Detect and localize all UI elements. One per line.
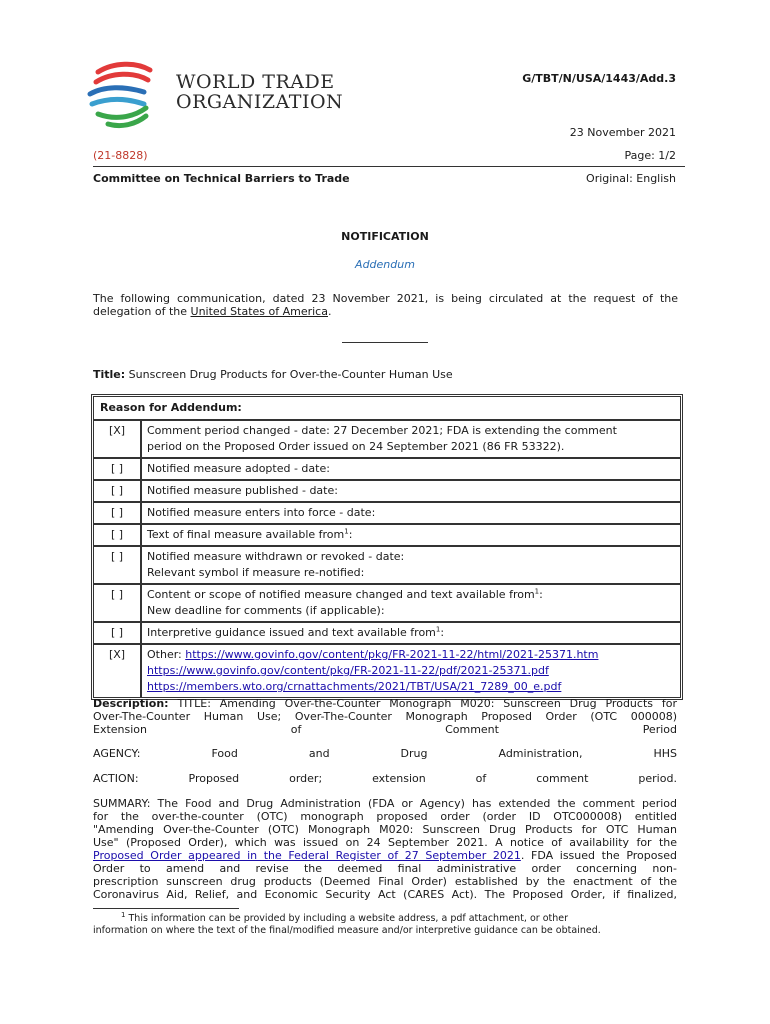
addendum-subheading: Addendum bbox=[355, 258, 415, 271]
footnote-ref: 1 bbox=[534, 587, 540, 596]
table-row bbox=[93, 584, 681, 622]
other-label: Other: bbox=[147, 648, 182, 661]
row-text bbox=[141, 420, 681, 458]
ref-number: (21-8828) bbox=[93, 149, 148, 162]
word: of bbox=[475, 772, 487, 785]
word: Period bbox=[642, 723, 677, 736]
word: Comment bbox=[445, 723, 499, 736]
table-row bbox=[93, 644, 681, 698]
word: HHS bbox=[653, 747, 677, 760]
wto-attachment-link[interactable]: https://members.wto.org/crnattachments/2021/TBT/USA/21_7289_00_e.pdf bbox=[147, 680, 562, 693]
table-row bbox=[93, 622, 681, 644]
summary-line: for the over-the-counter (OTC) monograph proposed order (order ID OTC000008) entitled bbox=[93, 810, 677, 823]
row-colon: : bbox=[348, 528, 353, 541]
separator-line bbox=[342, 342, 428, 343]
table-row bbox=[93, 524, 681, 546]
committee-name: Committee on Technical Barriers to Trade bbox=[93, 172, 350, 185]
org-name-line2: ORGANIZATION bbox=[176, 91, 344, 113]
checkbox-mark: [X] bbox=[93, 420, 141, 458]
reason-table bbox=[93, 396, 681, 698]
checkbox-mark: [ ] bbox=[93, 524, 141, 546]
row-line: Notified measure enters into force - date: bbox=[141, 502, 681, 524]
summary-line: SUMMARY: The Food and Drug Administration (FDA or Agency) has extended the comment period bbox=[93, 797, 677, 810]
summary-text: . FDA issued the Proposed bbox=[520, 849, 677, 862]
title-label: Title: bbox=[93, 368, 126, 381]
title-line bbox=[93, 368, 453, 381]
word: AGENCY: bbox=[93, 747, 141, 760]
description-line: Over-The-Counter Human Use; Over-The-Counter Monograph Proposed Order (OTC 000008) bbox=[93, 710, 677, 723]
row-line bbox=[147, 679, 675, 695]
description-line bbox=[93, 723, 677, 736]
word: order; bbox=[289, 772, 323, 785]
doc-symbol: G/TBT/N/USA/1443/Add.3 bbox=[522, 72, 676, 85]
intro-end: . bbox=[327, 305, 332, 318]
word: extension bbox=[372, 772, 426, 785]
govinfo-html-link[interactable]: https://www.govinfo.gov/content/pkg/FR-2021-11-22/html/2021-25371.htm bbox=[185, 648, 599, 661]
row-line: Notified measure adopted - date: bbox=[141, 458, 681, 480]
word: period. bbox=[638, 772, 677, 785]
country-link[interactable]: United States of America bbox=[190, 305, 328, 318]
page-number: Page: 1/2 bbox=[624, 149, 676, 162]
row-colon: : bbox=[539, 588, 543, 601]
checkbox-mark: [ ] bbox=[93, 622, 141, 644]
row-line: Notified measure published - date: bbox=[141, 480, 681, 502]
row-text bbox=[141, 546, 681, 584]
title-text: Sunscreen Drug Products for Over-the-Counter Human Use bbox=[128, 368, 453, 381]
table-row bbox=[93, 420, 681, 458]
description-text: TITLE: Amending Over-the-Counter Monograph M020: Sunscreen Drug Products for bbox=[177, 697, 677, 710]
row-line: Relevant symbol if measure re-notified: bbox=[147, 566, 365, 579]
word: and bbox=[308, 747, 330, 760]
summary-line: Coronavirus Aid, Relief, and Economic Security Act (CARES Act). The Proposed Order, if finalized, bbox=[93, 888, 677, 901]
wto-logo-icon bbox=[84, 58, 164, 130]
word: ACTION: bbox=[93, 772, 139, 785]
action-line bbox=[93, 772, 677, 785]
word: Food bbox=[211, 747, 238, 760]
reason-table-frame bbox=[91, 394, 683, 700]
wto-logo bbox=[84, 58, 164, 130]
row-line-text: Content or scope of notified measure changed and text available from bbox=[147, 588, 535, 601]
description-label: Description: bbox=[93, 697, 169, 710]
summary-line: prescription sunscreen drug products (Deemed Final Order) established by the enactment of the bbox=[93, 875, 677, 888]
federal-register-link[interactable]: Proposed Order appeared in the Federal Register of 27 September 2021 bbox=[93, 849, 521, 862]
summary-line: Order to amend and revise the deemed final administrative order concerning non- bbox=[93, 862, 677, 875]
org-name bbox=[176, 72, 343, 112]
table-row bbox=[93, 502, 681, 524]
footnote-line bbox=[93, 910, 683, 925]
original-language: Original: English bbox=[586, 172, 676, 185]
row-line: Comment period changed - date: 27 December 2021; FDA is extending the comment bbox=[147, 424, 617, 437]
checkbox-mark: [ ] bbox=[93, 584, 141, 622]
table-row bbox=[93, 458, 681, 480]
footnote bbox=[93, 910, 683, 937]
word: Extension bbox=[93, 723, 148, 736]
row-line bbox=[147, 587, 675, 603]
row-text bbox=[141, 584, 681, 622]
description-block bbox=[93, 697, 677, 736]
row-line bbox=[147, 647, 675, 663]
row-line: New deadline for comments (if applicable): bbox=[147, 604, 385, 617]
summary-line: Use" (Proposed Order), which was issued on 24 September 2021. A notice of availability for the bbox=[93, 836, 677, 849]
intro-paragraph bbox=[93, 292, 678, 318]
row-line bbox=[147, 663, 675, 679]
checkbox-mark: [ ] bbox=[93, 458, 141, 480]
row-colon: : bbox=[440, 626, 445, 639]
org-name-line1: WORLD TRADE bbox=[176, 71, 335, 93]
row-text bbox=[141, 524, 681, 546]
row-line: Notified measure withdrawn or revoked - date: bbox=[147, 550, 405, 563]
row-text bbox=[141, 644, 681, 698]
summary-block bbox=[93, 797, 677, 901]
checkbox-mark: [ ] bbox=[93, 502, 141, 524]
footnote-ref: 1 bbox=[344, 527, 349, 536]
row-line: Text of final measure available from bbox=[147, 528, 345, 541]
table-row bbox=[93, 546, 681, 584]
footnote-divider bbox=[93, 908, 239, 909]
agency-line bbox=[93, 747, 677, 760]
checkbox-mark: [ ] bbox=[93, 480, 141, 502]
intro-text: The following communication, dated 23 November 2021, is being circulated at the request of the delegation of the bbox=[93, 292, 678, 318]
notification-heading: NOTIFICATION bbox=[341, 230, 429, 243]
summary-line bbox=[93, 849, 677, 862]
footnote-number: 1 bbox=[121, 910, 126, 919]
row-line: period on the Proposed Order issued on 24 September 2021 (86 FR 53322). bbox=[147, 440, 565, 453]
word: Administration, bbox=[498, 747, 583, 760]
word: Drug bbox=[400, 747, 428, 760]
footnote-text: This information can be provided by including a website address, a pdf attachment, or other bbox=[128, 913, 569, 924]
footnote-ref: 1 bbox=[435, 625, 441, 634]
header-divider bbox=[93, 166, 685, 167]
doc-date: 23 November 2021 bbox=[569, 126, 676, 139]
govinfo-pdf-link[interactable]: https://www.govinfo.gov/content/pkg/FR-2021-11-22/pdf/2021-25371.pdf bbox=[147, 664, 549, 677]
checkbox-mark: [ ] bbox=[93, 546, 141, 584]
description-line bbox=[93, 697, 677, 710]
row-text bbox=[141, 622, 681, 644]
reason-header-row bbox=[93, 396, 681, 420]
word: Proposed bbox=[188, 772, 240, 785]
checkbox-mark: [X] bbox=[93, 644, 141, 698]
footnote-line: information on where the text of the final/modified measure and/or interpretive guidance can be obtained. bbox=[93, 925, 601, 936]
row-line: Interpretive guidance issued and text available from bbox=[147, 626, 436, 639]
word: comment bbox=[536, 772, 589, 785]
reason-header: Reason for Addendum: bbox=[93, 396, 681, 420]
table-row bbox=[93, 480, 681, 502]
word: of bbox=[290, 723, 302, 736]
summary-line: "Amending Over-the-Counter (OTC) Monograph M020: Sunscreen Drug Products for OTC Human bbox=[93, 823, 677, 836]
